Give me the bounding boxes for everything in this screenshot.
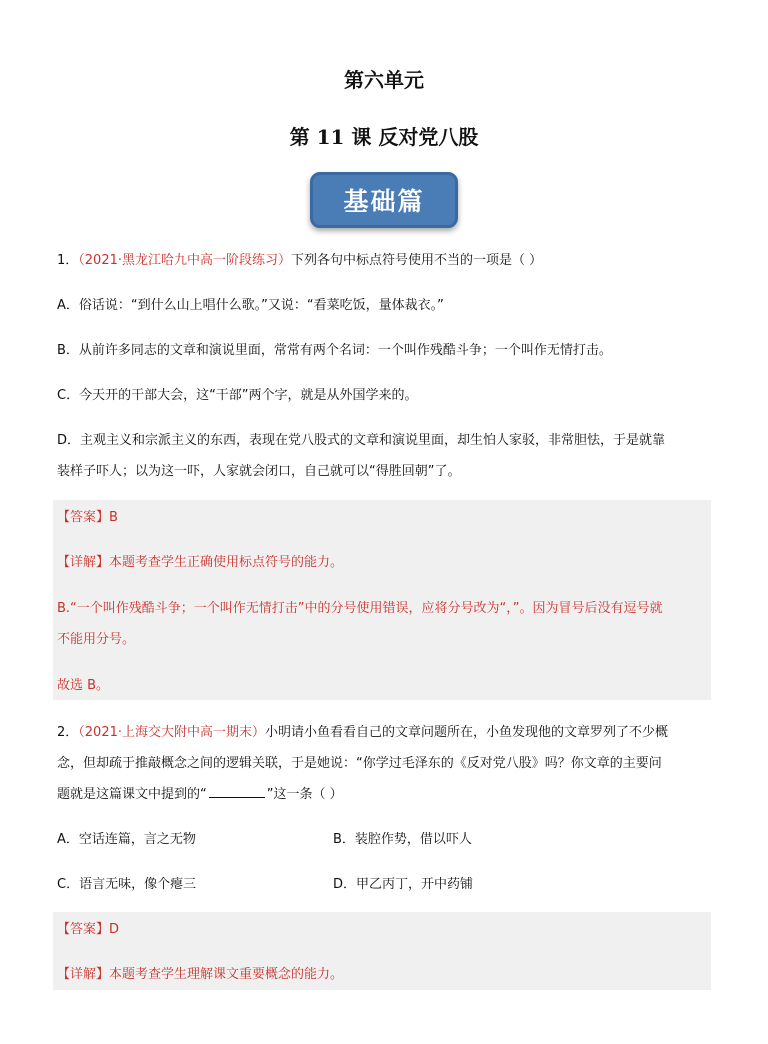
answer-box-1 [53, 500, 711, 700]
question-number: 1． [57, 253, 79, 268]
option-b: B．装腔作势，借以吓人 [333, 832, 472, 847]
option-d: D．甲乙丙丁，开中药铺 [333, 877, 474, 892]
answer-1 [57, 510, 118, 526]
question-number: 2． [57, 725, 79, 740]
answer-label: 【答案】 [57, 510, 110, 525]
detail-label: 【详解】 [57, 555, 110, 570]
option-b: B．从前许多同志的文章和演说里面，常常有两个名词：一个叫作残酷斗争；一个叫作无情打击。 [57, 343, 612, 358]
option-a: A．俗话说：“到什么山上唱什么歌。”又说：“看菜吃饭，量体裁衣。” [57, 298, 444, 313]
question-2-stem-line-3 [57, 786, 343, 803]
section-badge: 基础篇 [310, 172, 458, 228]
fill-in-blank [209, 786, 265, 798]
detail-1 [57, 555, 343, 571]
unit-title: 第六单元 [344, 68, 424, 92]
question-1-stem [57, 253, 542, 269]
answer-value: D [109, 922, 120, 937]
explanation-line-1: B.“一个叫作残酷斗争；一个叫作无情打击”中的分号使用错误，应将分号改为“，”。因为冒号后没有逗号就 [57, 601, 663, 616]
conclusion-1: 故选 B。 [57, 678, 110, 693]
option-d-line-1: D．主观主义和宗派主义的东西，表现在党八股式的文章和演说里面，却生怕人家驳，非常胆怯，于是就靠 [57, 433, 666, 448]
question-2-stem-line-1 [57, 725, 668, 741]
detail-label: 【详解】 [57, 967, 110, 982]
option-c: C．语言无味，像个瘪三 [57, 877, 197, 892]
explanation-line-2: 不能用分号。 [57, 632, 136, 647]
question-source: （2021·上海交大附中高一期末） [78, 725, 265, 740]
question-source: （2021·黑龙江哈九中高一阶段练习） [78, 253, 291, 268]
answer-value: B [109, 510, 118, 525]
question-text: 小明请小鱼看看自己的文章问题所在，小鱼发现他的文章罗列了不少概 [265, 725, 669, 740]
stem-part: ”这一条（ ） [266, 787, 343, 802]
lesson-title: 第 11 课 反对党八股 [289, 125, 479, 149]
detail-text: 本题考查学生理解课文重要概念的能力。 [109, 967, 344, 982]
question-text: 下列各句中标点符号使用不当的一项是（ ） [291, 253, 543, 268]
detail-text: 本题考查学生正确使用标点符号的能力。 [109, 555, 344, 570]
option-a: A．空话连篇，言之无物 [57, 832, 196, 847]
detail-2 [57, 967, 343, 983]
option-c: C．今天开的干部大会，这“干部”两个字，就是从外国学来的。 [57, 388, 418, 403]
answer-2 [57, 922, 119, 938]
answer-label: 【答案】 [57, 922, 110, 937]
question-2-stem-line-2: 念，但却疏于推敲概念之间的逻辑关联，于是她说：“你学过毛泽东的《反对党八股》吗？你文章的主要问 [57, 756, 662, 771]
option-d-line-2: 装样子吓人；以为这一吓，人家就会闭口，自己就可以“得胜回朝”了。 [57, 464, 461, 479]
stem-part: 题就是这篇课文中提到的“ [57, 787, 207, 802]
